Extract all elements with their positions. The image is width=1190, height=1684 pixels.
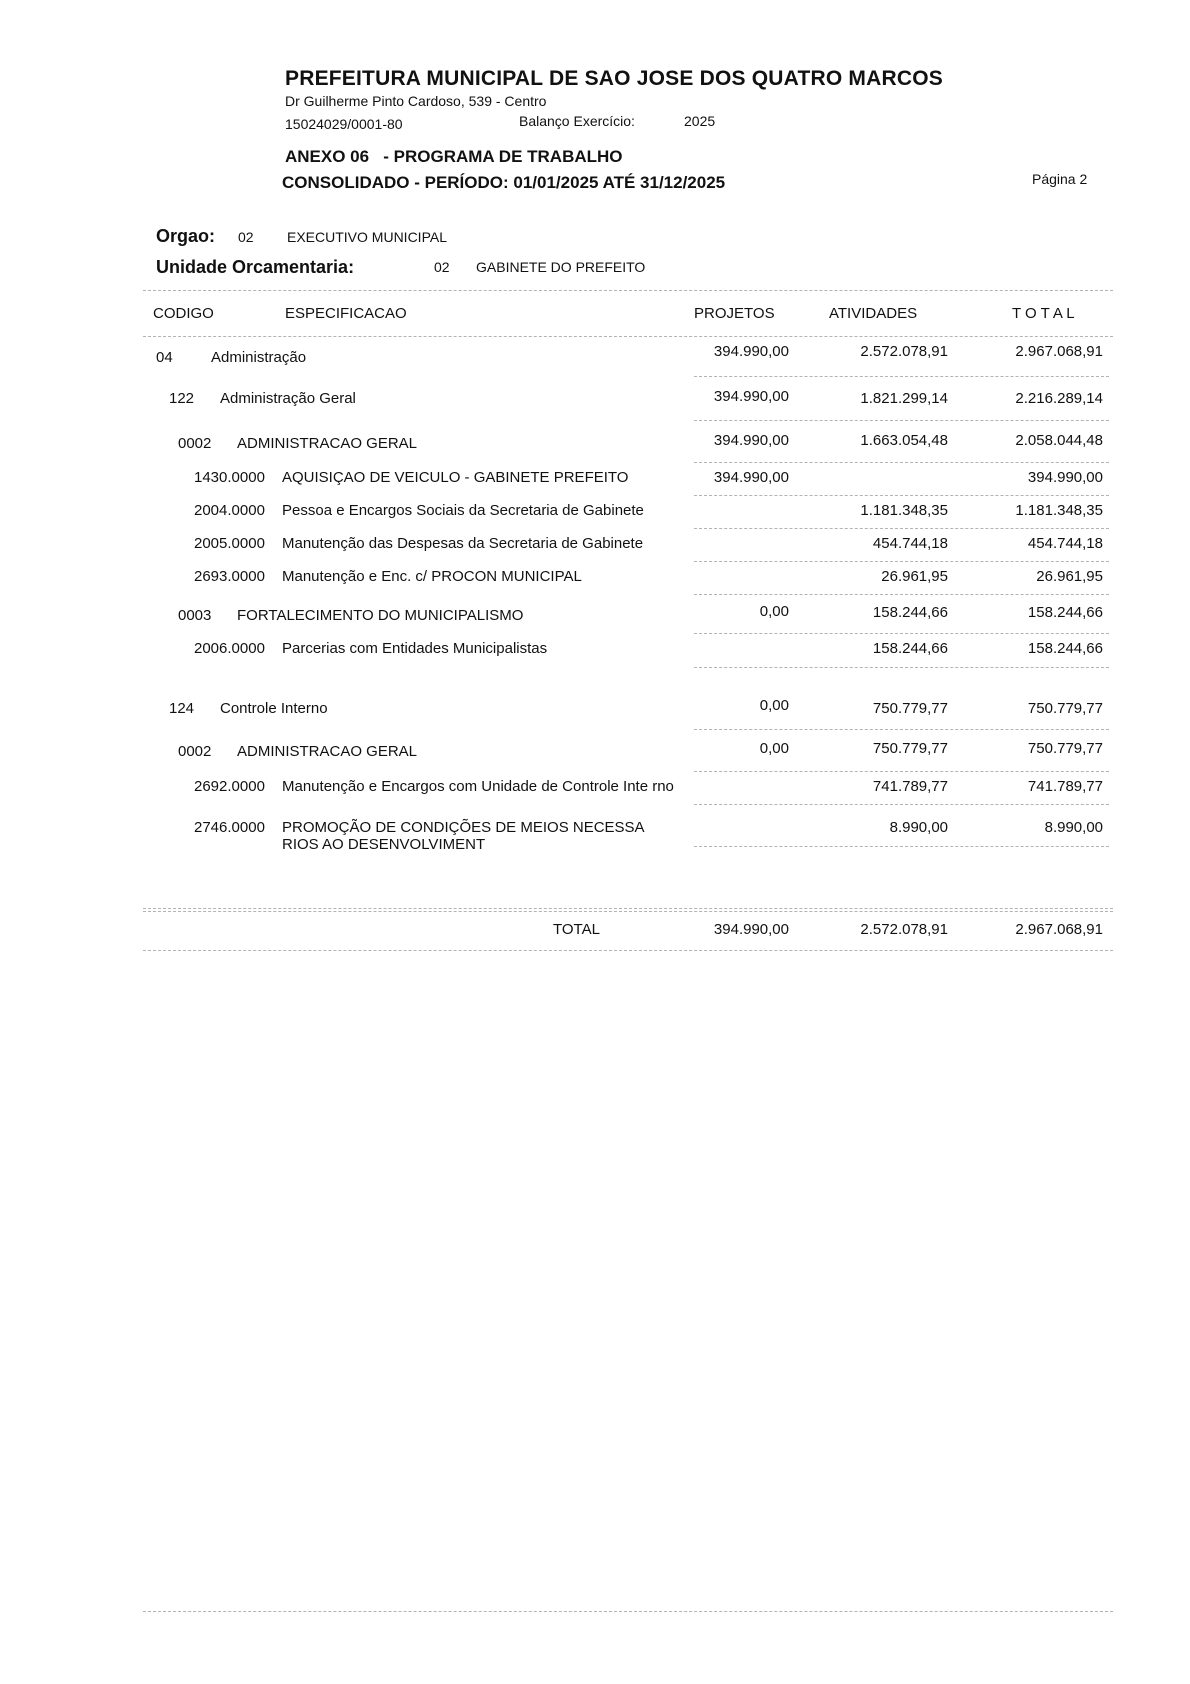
divider [143,950,1113,951]
divider [694,495,1109,496]
period-title: CONSOLIDADO - PERÍODO: 01/01/2025 ATÉ 31/12/2025 [282,173,726,192]
col-header-atividades: ATIVIDADES [829,305,918,322]
divider [694,594,1109,595]
row-code: 0003 [178,607,212,624]
row-total: 8.990,00 [1044,819,1103,836]
row-atividades: 26.961,95 [881,568,948,585]
row-desc: Manutenção das Despesas da Secretaria de Gabinete [282,535,644,552]
annex-title: ANEXO 06 - PROGRAMA DE TRABALHO [285,147,623,166]
divider [694,462,1109,463]
row-atividades: 2.572.078,91 [860,343,948,360]
row-projetos: 0,00 [759,740,789,757]
row-atividades: 1.821.299,14 [860,390,948,407]
total-atividades: 2.572.078,91 [860,921,948,938]
row-atividades: 454.744,18 [872,535,948,552]
row-code: 124 [169,700,195,717]
row-projetos: 394.990,00 [713,469,789,486]
row-projetos: 394.990,00 [713,388,789,405]
orgao-label: Orgao: [156,226,216,246]
row-total: 26.961,95 [1036,568,1103,585]
divider [694,420,1109,421]
unidade-label: Unidade Orcamentaria: [156,257,355,277]
row-total: 158.244,66 [1027,640,1103,657]
row-desc: Administração Geral [220,390,356,407]
org-name: PREFEITURA MUNICIPAL DE SAO JOSE DOS QUATRO MARCOS [285,67,943,90]
row-atividades: 158.244,66 [872,640,948,657]
divider [694,561,1109,562]
divider [694,729,1109,730]
row-atividades: 158.244,66 [872,604,948,621]
divider [694,667,1109,668]
row-desc: Administração [211,349,307,366]
divider [694,633,1109,634]
row-code: 1430.0000 [194,469,265,486]
row-atividades: 750.779,77 [872,700,948,717]
row-total: 158.244,66 [1027,604,1103,621]
row-code: 2746.0000 [194,819,265,836]
row-atividades: 741.789,77 [872,778,948,795]
row-desc: Pessoa e Encargos Sociais da Secretaria de Gabinete [282,502,644,519]
col-header-codigo: CODIGO [153,305,214,322]
divider [143,290,1113,291]
row-total: 394.990,00 [1027,469,1103,486]
divider [694,528,1109,529]
row-atividades: 1.663.054,48 [860,432,948,449]
unidade-name: GABINETE DO PREFEITO [476,259,646,275]
divider [694,804,1109,805]
row-total: 1.181.348,35 [1015,502,1103,519]
row-total: 454.744,18 [1027,535,1103,552]
row-total: 2.216.289,14 [1015,390,1103,407]
page-number: Página 2 [1032,171,1088,187]
total-label: TOTAL [553,921,600,938]
row-desc: ADMINISTRACAO GERAL [237,435,418,452]
address: Dr Guilherme Pinto Cardoso, 539 - Centro [285,93,547,109]
row-atividades: 8.990,00 [889,819,948,836]
footer-divider [143,1611,1113,1612]
row-code: 2692.0000 [194,778,265,795]
row-desc: FORTALECIMENTO DO MUNICIPALISMO [237,607,524,624]
row-total: 741.789,77 [1027,778,1103,795]
col-header-projetos: PROJETOS [694,305,775,322]
row-desc: AQUISIÇAO DE VEICULO - GABINETE PREFEITO [282,469,629,486]
row-code: 2004.0000 [194,502,265,519]
row-desc: Manutenção e Enc. c/ PROCON MUNICIPAL [282,568,582,585]
row-code: 0002 [178,435,212,452]
row-atividades: 750.779,77 [872,740,948,757]
row-code: 0002 [178,743,212,760]
row-total: 2.967.068,91 [1015,343,1103,360]
row-projetos: 394.990,00 [713,432,789,449]
row-desc: Controle Interno [220,700,328,717]
cnpj: 15024029/0001-80 [285,116,403,132]
row-desc: ADMINISTRACAO GERAL [237,743,418,760]
divider [694,771,1109,772]
row-total: 2.058.044,48 [1015,432,1103,449]
balanco-year: 2025 [684,113,716,129]
balanco-label: Balanço Exercício: [519,113,635,129]
divider [694,846,1109,847]
col-header-total: T O T A L [1012,305,1075,322]
divider [143,911,1113,912]
divider [143,908,1113,909]
col-header-especificacao: ESPECIFICACAO [285,305,407,322]
row-total: 750.779,77 [1027,700,1103,717]
unidade-code: 02 [434,259,450,275]
total-projetos: 394.990,00 [713,921,789,938]
total-total: 2.967.068,91 [1015,921,1103,938]
row-projetos: 0,00 [759,603,789,620]
row-desc: Parcerias com Entidades Municipalistas [282,640,548,657]
row-projetos: 394.990,00 [713,343,789,360]
orgao-code: 02 [238,229,254,245]
row-code: 2693.0000 [194,568,265,585]
row-desc: Manutenção e Encargos com Unidade de Controle Inte rno [282,778,674,795]
divider [694,376,1109,377]
divider [143,336,1113,337]
row-desc: PROMOÇÃO DE CONDIÇÕES DE MEIOS NECESSA RIOS AO DESENVOLVIMENT [282,819,644,853]
row-projetos: 0,00 [759,697,789,714]
row-code: 2006.0000 [194,640,265,657]
orgao-name: EXECUTIVO MUNICIPAL [287,229,447,245]
row-code: 04 [156,349,173,366]
row-code: 122 [169,390,195,407]
row-code: 2005.0000 [194,535,265,552]
row-total: 750.779,77 [1027,740,1103,757]
row-atividades: 1.181.348,35 [860,502,948,519]
